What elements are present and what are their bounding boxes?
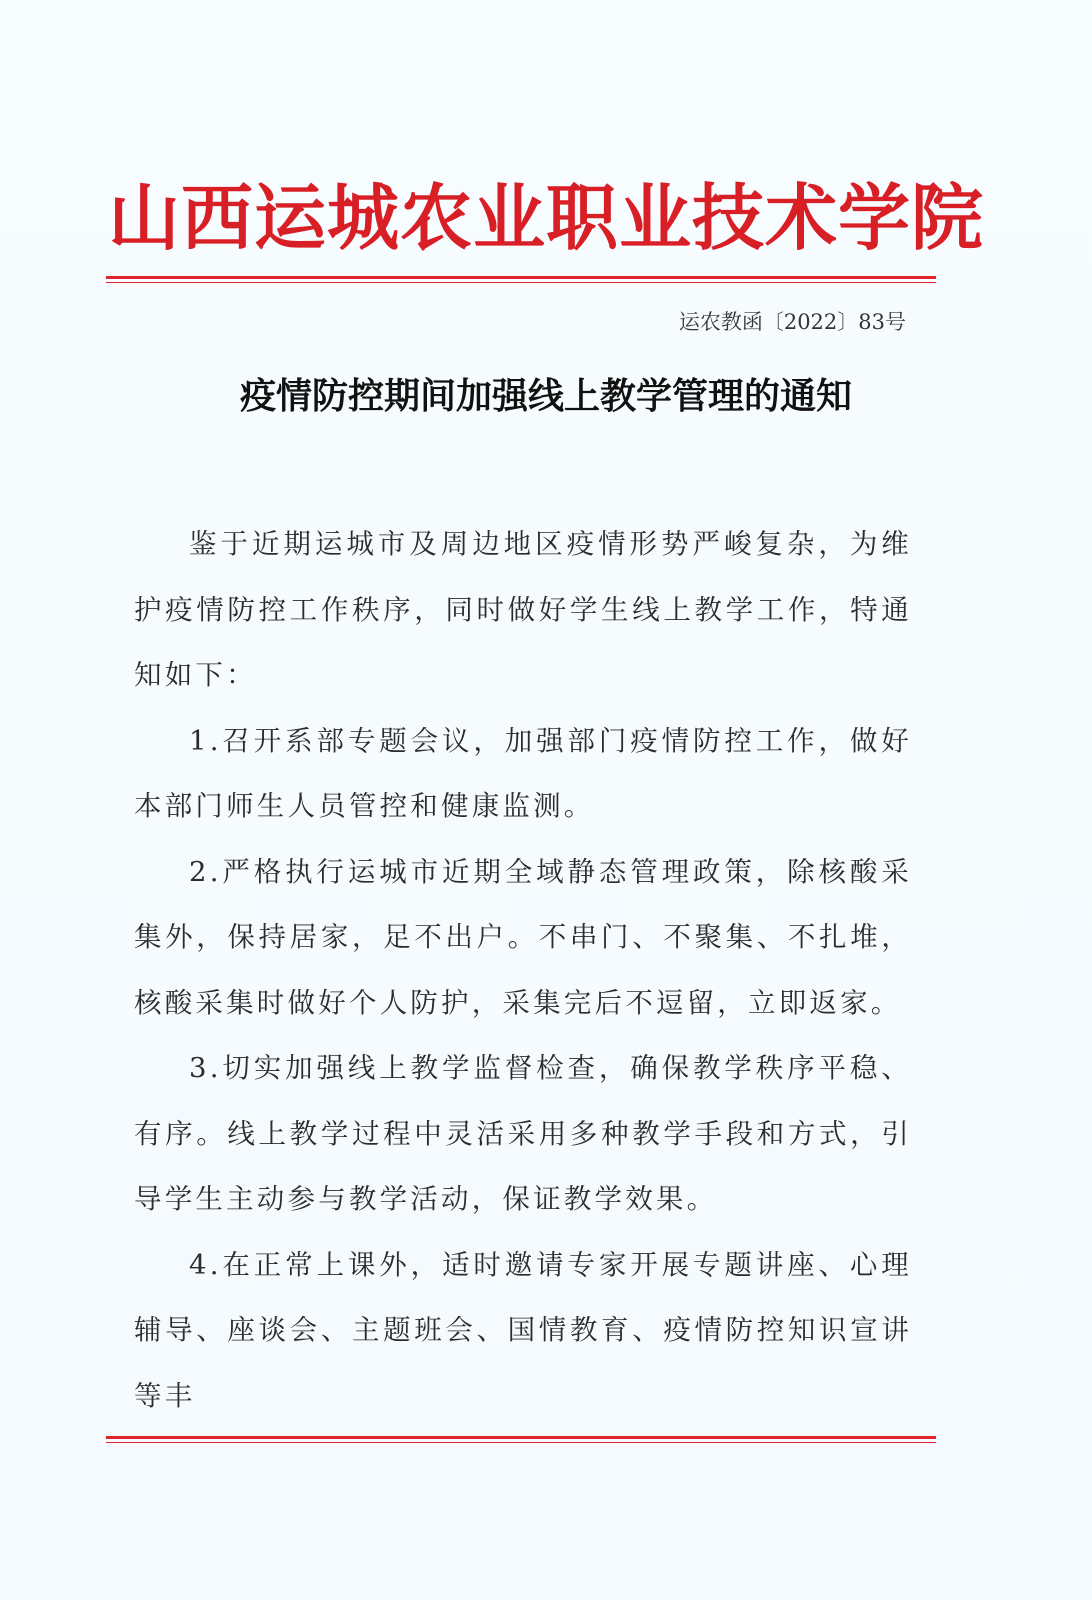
document-number: 运农教函〔2022〕83号 (678, 310, 906, 334)
header-divider-thick-line (106, 276, 936, 279)
item-paragraph-4: 4.在正常上课外，适时邀请专家开展专题讲座、心理辅导、座谈会、主题班会、国情教育、疫情防控知识宣讲等丰 (134, 1248, 912, 1412)
header-divider-thin-line (106, 282, 936, 283)
institution-header-title: 山西运城农业职业技术学院 (107, 175, 984, 260)
notice-body (134, 512, 912, 1429)
intro-paragraph: 鉴于近期运城市及周边地区疫情形势严峻复杂，为维护疫情防控工作秩序，同时做好学生线上教学工作，特通知如下： (134, 528, 912, 691)
footer-divider-thin-line (106, 1442, 936, 1443)
notice-title: 疫情防控期间加强线上教学管理的通知 (239, 375, 852, 417)
footer-divider-rule (106, 1436, 936, 1446)
footer-divider-thick-line (106, 1436, 936, 1439)
item-paragraph-1: 1.召开系部专题会议，加强部门疫情防控工作，做好本部门师生人员管控和健康监测。 (134, 724, 912, 822)
item-paragraph-2: 2.严格执行运城市近期全域静态管理政策，除核酸采集外，保持居家，足不出户。不串门、不聚集、不扎堆，核酸采集时做好个人防护，采集完后不逗留，立即返家。 (134, 855, 912, 1019)
item-paragraph-3: 3.切实加强线上教学监督检查，确保教学秩序平稳、有序。线上教学过程中灵活采用多种教学手段和方式，引导学生主动参与教学活动，保证教学效果。 (134, 1052, 912, 1215)
header-divider-rule (106, 276, 936, 286)
